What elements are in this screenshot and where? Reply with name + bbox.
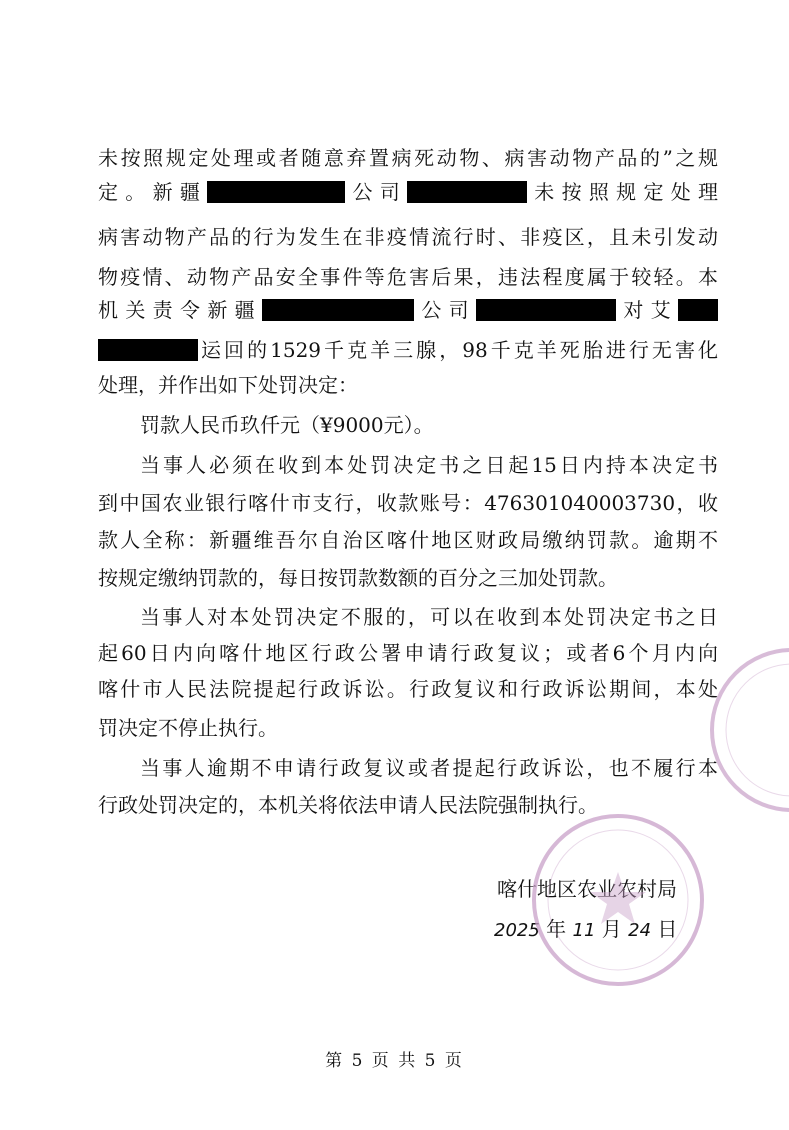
date-day-unit: 日: [657, 917, 678, 941]
redaction-block: [98, 339, 198, 361]
body-text: 当事人对本处罚决定不服的，可以在收到本处罚决定书之日: [140, 605, 718, 629]
body-line: [98, 640, 718, 666]
body-line: [98, 179, 718, 205]
redaction-block: [262, 299, 414, 321]
body-text: 公司: [414, 298, 476, 322]
body-text: 行政处罚决定的，本机关将依法申请人民法院强制执行。: [98, 793, 598, 817]
body-text: 机关责令新疆: [98, 298, 262, 322]
body-line: [140, 604, 718, 630]
body-text: 对艾: [616, 298, 679, 322]
body-text: 当事人必须在收到本处罚决定书之日起15日内持本决定书: [140, 453, 718, 477]
body-text: 物疫情、动物产品安全事件等危害后果，违法程度属于较轻。本: [98, 265, 718, 289]
issuing-organization: 喀什地区农业农村局: [497, 877, 677, 901]
body-line: [98, 715, 718, 741]
date-month-unit: 月: [601, 917, 622, 941]
body-text: 罚款人民币玖仟元（¥9000元）。: [140, 413, 434, 437]
body-line: [140, 755, 718, 781]
body-text: 起60日内向喀什地区行政公署申请行政复议；或者6个月内向: [98, 641, 718, 665]
body-line: [98, 676, 718, 702]
body-text: 到中国农业银行喀什市支行，收款账号：476301040003730，收: [98, 491, 718, 515]
body-text: 当事人逾期不申请行政复议或者提起行政诉讼，也不履行本: [140, 756, 718, 780]
body-line: [98, 527, 718, 553]
redaction-block: [407, 181, 527, 203]
date-month: 11: [572, 920, 596, 941]
issue-date: [494, 913, 677, 942]
body-line: [140, 452, 718, 478]
body-text: 运回的1529千克羊三腺，98千克羊死胎进行无害化: [198, 338, 718, 362]
body-line: [98, 490, 718, 516]
body-text: 定。新疆: [98, 180, 208, 204]
body-line: [98, 264, 718, 290]
date-year-unit: 年: [546, 917, 567, 941]
body-text: 未按照规定处理或者随意弃置病死动物、病害动物产品的”之规: [98, 146, 718, 170]
body-line: [98, 565, 718, 591]
body-text: 罚决定不停止执行。: [98, 716, 278, 740]
body-text: 按规定缴纳罚款的，每日按罚款数额的百分之三加处罚款。: [98, 566, 618, 590]
body-line: [98, 297, 718, 323]
redaction-block: [207, 181, 345, 203]
body-line: [98, 145, 718, 171]
body-text: 款人全称：新疆维吾尔自治区喀什地区财政局缴纳罚款。逾期不: [98, 528, 718, 552]
body-text: 未按照规定处理: [527, 180, 719, 204]
body-line: [140, 412, 718, 438]
body-text: 喀什市人民法院提起行政诉讼。行政复议和行政诉讼期间，本处: [98, 677, 718, 701]
body-line: [98, 792, 718, 818]
body-line: [98, 337, 718, 363]
page-footer: 第 5 页 共 5 页: [325, 1051, 464, 1071]
body-text: 处理，并作出如下处罚决定：: [98, 373, 358, 397]
body-line: [98, 372, 718, 398]
body-text: 病害动物产品的行为发生在非疫情流行时、非疫区，且未引发动: [98, 225, 718, 249]
date-year: 2025: [494, 920, 540, 941]
redaction-block: [678, 299, 718, 321]
body-text: 公司: [345, 180, 408, 204]
redaction-block: [476, 299, 616, 321]
body-line: [98, 224, 718, 250]
date-day: 24: [628, 920, 652, 941]
